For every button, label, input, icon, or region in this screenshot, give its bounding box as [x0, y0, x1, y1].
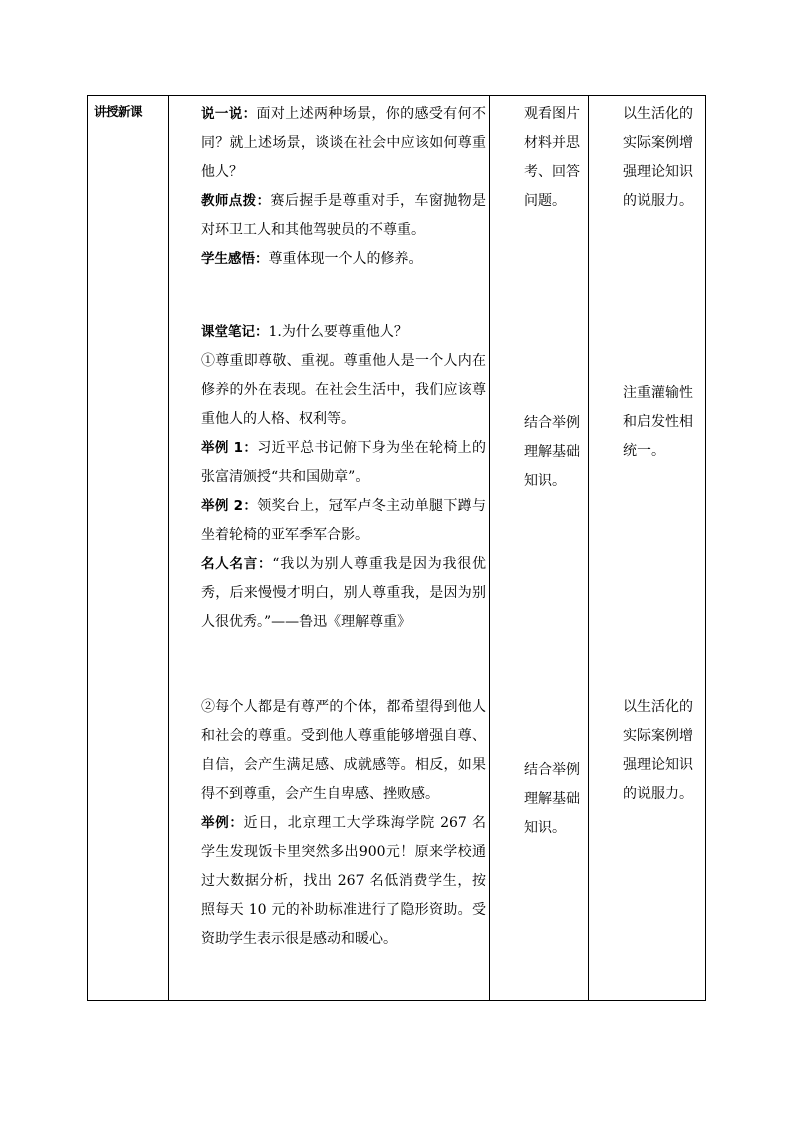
- student-activity-column: [490, 96, 589, 1000]
- teacher-tip-label: 教师点拨：: [201, 193, 271, 209]
- student-insight-text: 尊重体现一个人的修养。: [268, 251, 423, 267]
- activity-1: 观看图片材料并思考、回答问题。: [524, 106, 580, 209]
- example-three-text: 近日，北京理工大学珠海学院 267 名学生发现饭卡里突然多出900元！原来学校通过大数据分析，找出 267 名低消费学生，按照每天 10 元的补助标准进行了隐形资助。受资助学生表示很是感动和暖心。: [201, 815, 487, 947]
- example-one-label: 举例 1：: [201, 440, 258, 456]
- quote-label: 名人名言：: [201, 556, 273, 572]
- lesson-plan-table: [87, 95, 706, 1001]
- example-two-text: 领奖台上，冠军卢冬主动单腿下蹲与坐着轮椅的亚军季军合影。: [201, 498, 487, 543]
- example-three-label: 举例：: [201, 815, 244, 831]
- say-text: 面对上述两种场景，你的感受有何不同？就上述场景，谈谈在社会中应该如何尊重他人？: [201, 106, 487, 180]
- intent-3: 以生活化的实际案例增强理论知识的说服力。: [623, 699, 693, 802]
- activity-2: 结合举例理解基础知识。: [524, 415, 580, 489]
- say-label: 说一说：: [201, 106, 257, 122]
- example-one-text: 习近平总书记俯下身为坐在轮椅上的张富清颁授“共和国勋章”。: [201, 440, 487, 485]
- example-two-label: 举例 2：: [201, 498, 258, 514]
- notes-paragraph: [173, 318, 486, 637]
- point-two-paragraph: [173, 693, 486, 954]
- design-intent-column: [589, 96, 706, 1000]
- student-insight-label: 学生感悟：: [201, 251, 269, 267]
- notes-label: 课堂笔记：: [201, 324, 269, 340]
- section-header: 讲授新课: [94, 104, 143, 119]
- point-one-text: ①尊重即尊敬、重视。尊重他人是一个人内在修养的外在表现。在社会生活中，我们应该尊重他人的人格、权利等。: [201, 353, 486, 427]
- teacher-tip-text: 赛后握手是尊重对手，车窗抛物是对环卫工人和其他驾驶员的不尊重。: [201, 193, 487, 238]
- notes-text: 1.为什么要尊重他人？: [268, 324, 408, 340]
- intent-1: 以生活化的实际案例增强理论知识的说服力。: [623, 106, 693, 209]
- activity-3: 结合举例理解基础知识。: [524, 762, 580, 836]
- section-column: [88, 96, 169, 1000]
- say-paragraph: [173, 100, 486, 274]
- point-two-text: ②每个人都是有尊严的个体，都希望得到他人和社会的尊重。受到他人尊重能够增强自尊、自信，会产生满足感、成就感等。相反，如果得不到尊重，会产生自卑感、挫败感。: [201, 699, 486, 802]
- content-column: [169, 96, 490, 1000]
- intent-2: 注重灌输性和启发性相统一。: [623, 385, 693, 459]
- quote-text: “我以为别人尊重我是因为我很优秀，后来慢慢才明白，别人尊重我，是因为别人很优秀。”——鲁迅《理解尊重》: [201, 556, 486, 630]
